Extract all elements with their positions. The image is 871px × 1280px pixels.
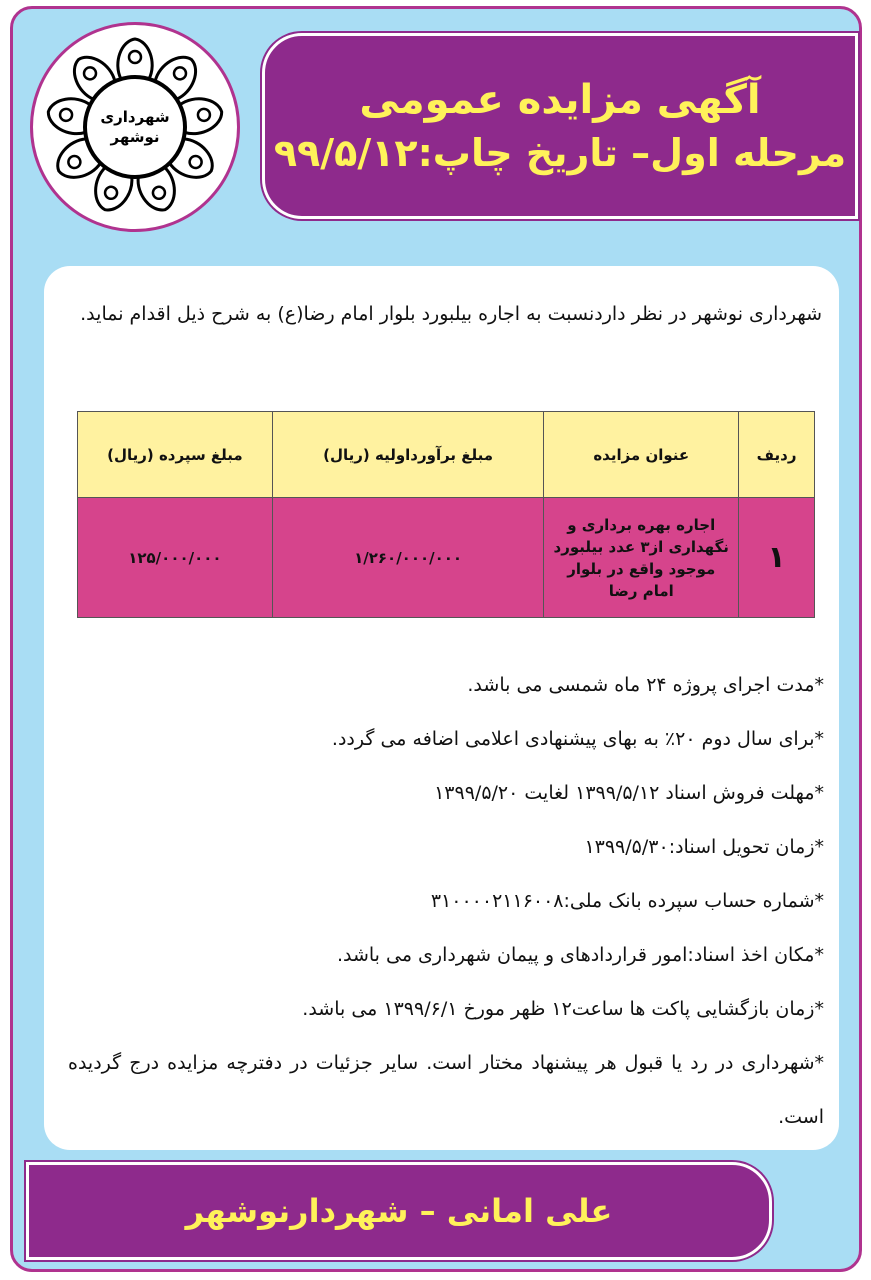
condition-rights-reserved: *شهرداری در رد یا قبول هر پیشنهاد مختار است. سایر جزئیات در دفترچه مزایده درج گردیده است. (68, 1052, 824, 1128)
cell-deposit: ۱۲۵/۰۰۰/۰۰۰ (78, 498, 273, 618)
header-tender-title: عنوان مزایده (544, 412, 739, 498)
table-header-row (78, 412, 815, 498)
cell-row-number: ۱ (739, 498, 815, 618)
footer-banner (26, 1162, 772, 1260)
table-row (78, 498, 815, 618)
condition-delivery-date: *زمان تحویل اسناد:۱۳۹۹/۵/۳۰ (584, 836, 824, 858)
cell-base-price: ۱/۲۶۰/۰۰۰/۰۰۰ (272, 498, 544, 618)
condition-account-number: *شماره حساب سپرده بانک ملی:۳۱۰۰۰۰۲۱۱۶۰۰۸ (430, 890, 824, 912)
conditions-list (68, 658, 824, 1144)
condition-sale-period: *مهلت فروش اسناد ۱۳۹۹/۵/۱۲ لغایت ۱۳۹۹/۵/۲۰ (434, 782, 824, 804)
mayor-signature: علی امانی – شهردارنوشهر (185, 1192, 613, 1230)
tender-table (77, 411, 815, 618)
header-deposit: مبلغ سپرده (ریال) (78, 412, 273, 498)
notice-subtitle: مرحله اول– تاریخ چاپ:۹۹/۵/۱۲ (273, 131, 847, 175)
condition-second-year: *برای سال دوم ۲۰٪ به بهای پیشنهادی اعلامی اضافه می گردد. (331, 728, 824, 750)
header-base-price: مبلغ برآورداولیه (ریال) (272, 412, 544, 498)
condition-duration: *مدت اجرای پروژه ۲۴ ماه شمسی می باشد. (467, 674, 824, 696)
logo-text (92, 107, 178, 147)
cell-tender-title: اجاره بهره برداری و نگهداری از۳ عدد بیلبورد موجود واقع در بلوار امام رضا (544, 498, 739, 618)
condition-document-location: *مکان اخذ اسناد:امور قراردادهای و پیمان شهرداری می باشد. (336, 944, 824, 966)
header-banner (262, 33, 858, 219)
notice-body (44, 266, 839, 1150)
intro-paragraph: شهرداری نوشهر در نظر داردنسبت به اجاره بیلبورد بلوار امام رضا(ع) به شرح ذیل اقدام نماید. (80, 303, 822, 325)
header-row-number: ردیف (739, 412, 815, 498)
notice-title: آگهی مزایده عمومی (359, 77, 761, 123)
logo-line-1: شهرداری (100, 108, 170, 126)
logo-line-2: نوشهر (110, 128, 160, 146)
condition-opening-time: *زمان بازگشایی پاکت ها ساعت۱۲ ظهر مورخ ۱۳۹۹/۶/۱ می باشد. (302, 998, 824, 1020)
municipality-logo (30, 22, 240, 232)
